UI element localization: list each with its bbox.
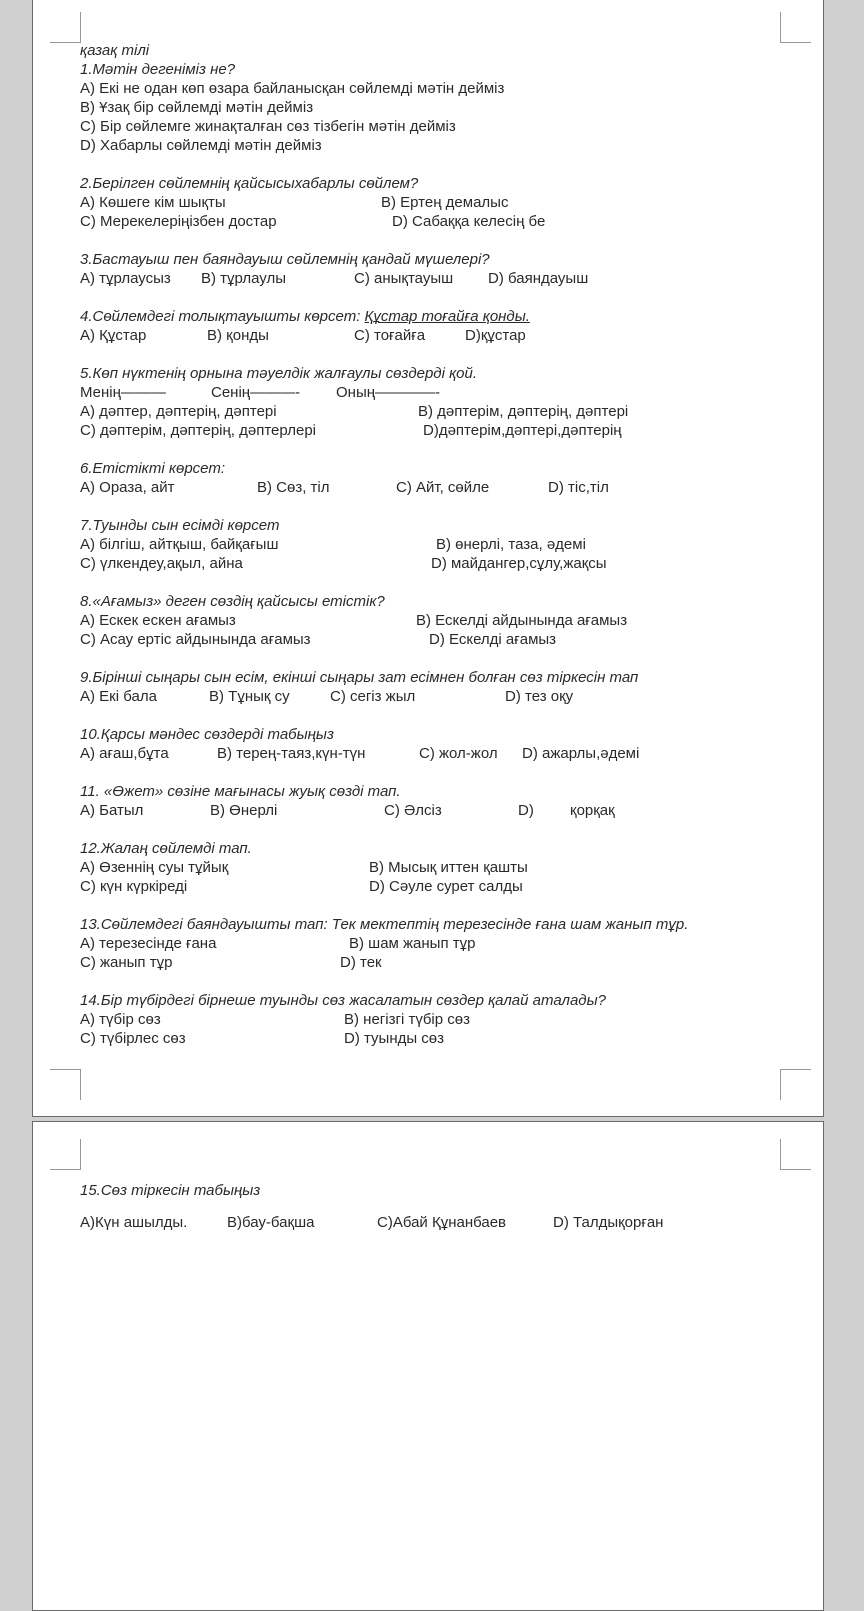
q6-option-b: В) Сөз, тіл bbox=[257, 479, 330, 496]
q4-option-a: А) Құстар bbox=[80, 327, 147, 344]
question-14: 14.Бір түбірдегі бірнеше туынды сөз жасалатын сөздер қалай аталады? bbox=[80, 992, 606, 1009]
question-3: 3.Бастауыш пен баяндауыш сөйлемнің қандай мүшелері? bbox=[80, 251, 490, 268]
question-8: 8.«Ағамыз» деген сөздің қайсысы етістік? bbox=[80, 593, 385, 610]
margin-corner-mark bbox=[50, 12, 81, 43]
q7-option-d: D) майдангер,сұлу,жақсы bbox=[431, 555, 607, 572]
q11-option-d: қорқақ bbox=[570, 802, 615, 819]
q11-option-d-letter: D) bbox=[518, 802, 534, 819]
q11-option-c: С) Әлсіз bbox=[384, 802, 442, 819]
q3-option-d: D) баяндауыш bbox=[488, 270, 589, 287]
margin-corner-mark bbox=[50, 1139, 81, 1170]
q2-option-a: А) Көшеге кім шықты bbox=[80, 194, 226, 211]
q5-option-c: С) дәптерім, дәптерің, дәптерлері bbox=[80, 422, 316, 439]
q7-option-c: С) үлкендеу,ақыл, айна bbox=[80, 555, 243, 572]
q14-option-c: С) түбірлес сөз bbox=[80, 1030, 186, 1047]
question-12: 12.Жалаң сөйлемді тап. bbox=[80, 840, 252, 857]
document-page-1 bbox=[32, 0, 824, 1117]
q1-option-a: А) Екі не одан көп өзара байланысқан сөйлемді мәтін дейміз bbox=[80, 80, 505, 97]
q14-option-b: В) негізгі түбір сөз bbox=[344, 1011, 470, 1028]
q5-option-a: А) дәптер, дәптерің, дәптері bbox=[80, 403, 277, 420]
question-9: 9.Бірінші сыңары сын есім, екінші сыңары зат есімнен болған сөз тіркесін тап bbox=[80, 669, 639, 686]
q1-option-d: D) Хабарлы сөйлемді мәтін дейміз bbox=[80, 137, 322, 154]
question-4 bbox=[80, 307, 530, 326]
q8-option-a: А) Ескек ескен ағамыз bbox=[80, 612, 236, 629]
q12-option-d: D) Сәуле сурет салды bbox=[369, 878, 523, 895]
q11-option-a: А) Батыл bbox=[80, 802, 144, 819]
q12-option-c: С) күн күркіреді bbox=[80, 878, 188, 895]
margin-corner-mark bbox=[780, 1139, 811, 1170]
q15-option-b: В)бау-бақша bbox=[227, 1214, 315, 1231]
question-5: 5.Көп нүктенің орнына тәуелдік жалғаулы сөздерді қой. bbox=[80, 365, 478, 382]
q6-option-a: А) Ораза, айт bbox=[80, 479, 175, 496]
q14-option-d: D) туынды сөз bbox=[344, 1030, 445, 1047]
margin-corner-mark bbox=[50, 1069, 81, 1100]
margin-corner-mark bbox=[780, 12, 811, 43]
question-7: 7.Туынды сын есімді көрсет bbox=[80, 517, 280, 534]
q4-option-d: D)құстар bbox=[465, 327, 526, 344]
q12-option-b: В) Мысық иттен қашты bbox=[369, 859, 528, 876]
q11-option-b: В) Өнерлі bbox=[210, 802, 278, 819]
q5-option-b: В) дәптерім, дәптерің, дәптері bbox=[418, 403, 629, 420]
q5-blank-1: Менің——— bbox=[80, 384, 166, 401]
q6-option-d: D) тіс,тіл bbox=[548, 479, 609, 496]
q10-option-b: В) терең-таяз,күн-түн bbox=[217, 745, 366, 762]
q13-option-a: А) терезесінде ғана bbox=[80, 935, 217, 952]
question-4-sentence: Құстар тоғайға қонды. bbox=[364, 308, 530, 325]
q1-option-b: В) Ұзақ бір сөйлемді мәтін дейміз bbox=[80, 99, 314, 116]
q8-option-b: В) Ескелді айдынында ағамыз bbox=[416, 612, 628, 629]
question-4-text: 4.Сөйлемдегі толықтауышты көрсет: bbox=[80, 308, 361, 325]
document-page-2 bbox=[32, 1121, 824, 1611]
q15-option-c: С)Абай Құнанбаев bbox=[377, 1214, 507, 1231]
q14-option-a: А) түбір сөз bbox=[80, 1011, 161, 1028]
q15-option-d: D) Талдықорған bbox=[553, 1214, 664, 1231]
q2-option-c: С) Мерекелеріңізбен достар bbox=[80, 213, 277, 230]
margin-corner-mark bbox=[780, 1069, 811, 1100]
q6-option-c: С) Айт, сөйле bbox=[396, 479, 490, 496]
q3-option-b: В) тұрлаулы bbox=[201, 270, 286, 287]
q3-option-a: А) тұрлаусыз bbox=[80, 270, 171, 287]
q8-option-d: D) Ескелді ағамыз bbox=[429, 631, 557, 648]
q5-blank-3: Оның————- bbox=[336, 384, 441, 401]
q4-option-c: С) тоғайға bbox=[354, 327, 426, 344]
q9-option-a: А) Екі бала bbox=[80, 688, 157, 705]
question-1: 1.Мәтін дегеніміз не? bbox=[80, 61, 236, 78]
q1-option-c: С) Бір сөйлемге жинақталған сөз тізбегін мәтін дейміз bbox=[80, 118, 456, 135]
q13-option-d: D) тек bbox=[340, 954, 382, 971]
q9-option-b: В) Тұнық су bbox=[209, 688, 290, 705]
question-15: 15.Сөз тіркесін табыңыз bbox=[80, 1182, 261, 1199]
q10-option-c: С) жол-жол bbox=[419, 745, 498, 762]
q10-option-a: А) ағаш,бұта bbox=[80, 745, 169, 762]
subject-title: қазақ тілі bbox=[80, 42, 150, 59]
q9-option-d: D) тез оқу bbox=[505, 688, 574, 705]
q5-option-d: D)дәптерім,дәптері,дәптерің bbox=[423, 422, 622, 439]
question-2: 2.Берілген сөйлемнің қайсысыхабарлы сөйлем? bbox=[80, 175, 419, 192]
q7-option-b: В) өнерлі, таза, әдемі bbox=[436, 536, 586, 553]
question-11: 11. «Өжет» сөзіне мағынасы жуық сөзді тап. bbox=[80, 783, 401, 800]
q2-option-b: В) Ертең демалыс bbox=[381, 194, 509, 211]
question-13: 13.Сөйлемдегі баяндауышты тап: Тек мектептің терезесінде ғана шам жанып тұр. bbox=[80, 916, 689, 933]
q13-option-b: В) шам жанып тұр bbox=[349, 935, 476, 952]
q4-option-b: В) қонды bbox=[207, 327, 269, 344]
q2-option-d: D) Сабаққа келесің бе bbox=[392, 213, 546, 230]
q8-option-c: С) Асау ертіс айдынында ағамыз bbox=[80, 631, 311, 648]
q5-blank-2: Сенің———- bbox=[211, 384, 301, 401]
q3-option-c: С) анықтауыш bbox=[354, 270, 454, 287]
question-10: 10.Қарсы мәндес сөздерді табыңыз bbox=[80, 726, 334, 743]
q15-option-a: А)Күн ашылды. bbox=[80, 1214, 188, 1231]
q9-option-c: С) сегіз жыл bbox=[330, 688, 416, 705]
q13-option-c: С) жанып тұр bbox=[80, 954, 173, 971]
question-6: 6.Етістікті көрсет: bbox=[80, 460, 226, 477]
q12-option-a: А) Өзеннің суы тұйық bbox=[80, 859, 229, 876]
q7-option-a: А) білгіш, айтқыш, байқағыш bbox=[80, 536, 279, 553]
q10-option-d: D) ажарлы,әдемі bbox=[522, 745, 640, 762]
